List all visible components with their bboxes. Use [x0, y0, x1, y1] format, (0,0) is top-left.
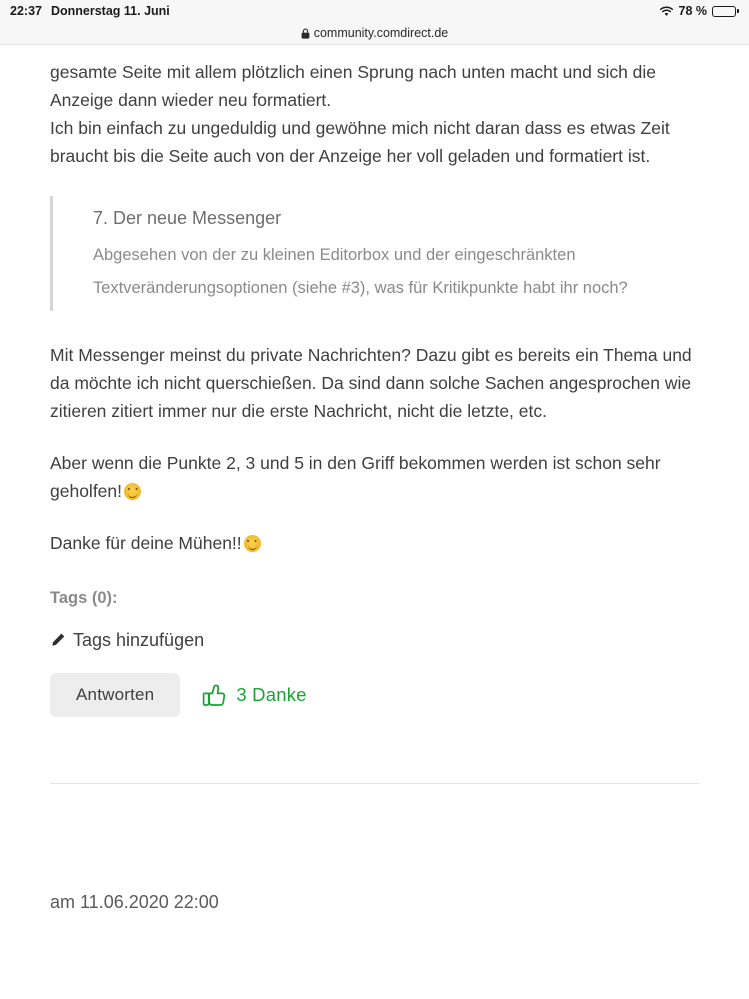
- reply-button[interactable]: Antworten: [50, 673, 180, 717]
- status-bar-left: [10, 4, 170, 18]
- post-paragraph-2: Ich bin einfach zu ungeduldig und gewöhne mich nicht daran dass es etwas Zeit braucht bis die Seite auch von der Anzeige her voll geladen und formatiert ist.: [50, 118, 670, 166]
- smiley-emoji: [124, 483, 141, 500]
- spacer: [50, 505, 699, 529]
- lock-icon: [301, 28, 310, 39]
- battery-cap: [737, 9, 739, 13]
- spacer: [50, 425, 699, 449]
- post-actions: [50, 673, 699, 717]
- post-paragraph-4-text: Aber wenn die Punkte 2, 3 und 5 in den Griff bekommen werden ist schon sehr geholfen!: [50, 453, 661, 501]
- post-paragraph-5-text: Danke für deine Mühen!!: [50, 533, 242, 553]
- wifi-icon: [659, 6, 674, 17]
- smiley-emoji: [244, 535, 261, 552]
- thumbs-up-icon: [202, 682, 227, 708]
- post-paragraph-4: [50, 449, 699, 505]
- post-paragraph-1: gesamte Seite mit allem plötzlich einen Sprung nach unten macht und sich die Anzeige dann wieder neu formatiert.: [50, 62, 657, 110]
- thanks-button[interactable]: [202, 682, 306, 708]
- add-tags-link[interactable]: [50, 630, 699, 651]
- post-timestamp: am 11.06.2020 22:00: [50, 892, 219, 912]
- quoted-post: [50, 196, 699, 311]
- tags-label: Tags (0):: [50, 589, 118, 607]
- post-paragraph-5: [50, 529, 699, 557]
- quote-body: Abgesehen von der zu kleinen Editorbox und der eingeschränkten Textveränderungsoptionen (siehe #3), was für Kritikpunkte habt ihr noch?: [93, 246, 628, 297]
- section-divider: [50, 783, 699, 784]
- url-bar[interactable]: [0, 22, 749, 45]
- spacer: [50, 557, 699, 589]
- battery-body: [712, 6, 736, 17]
- pencil-icon: [50, 632, 66, 649]
- spacer: [50, 317, 699, 341]
- status-bar: [0, 0, 749, 22]
- post-paragraph-3: Mit Messenger meinst du private Nachrichten? Dazu gibt es bereits ein Thema und da möchte ich nicht querschießen. Da sind dann solche Sachen angesprochen wie zitieren zitiert immer nur die erste Nachricht, nicht die letzte, etc.: [50, 345, 692, 421]
- quote-title: 7. Der neue Messenger: [93, 208, 282, 228]
- page-content: [0, 45, 749, 913]
- url-text: community.comdirect.de: [313, 26, 449, 40]
- thanks-count-label: 3 Danke: [236, 684, 307, 705]
- add-tags-label: Tags hinzufügen: [73, 630, 205, 650]
- battery-percent-label: 78 %: [678, 4, 707, 18]
- status-bar-date: Donnerstag 11. Juni: [50, 4, 170, 18]
- status-bar-time: 22:37: [10, 4, 42, 18]
- battery-icon: [712, 6, 739, 17]
- status-bar-right: [659, 4, 740, 18]
